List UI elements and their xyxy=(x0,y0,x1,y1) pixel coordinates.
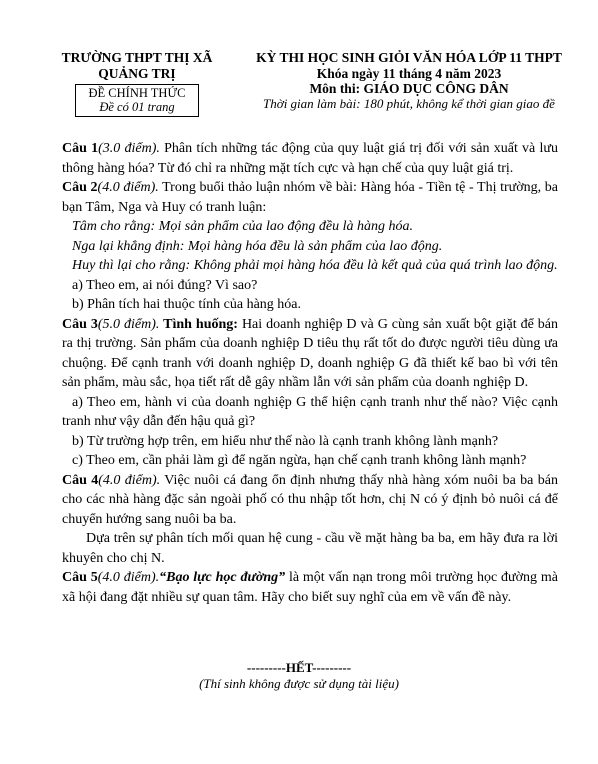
question-3-part-a: a) Theo em, hành vi của doanh nghiệp G thể hiện cạnh tranh như thế nào? Việc cạnh tranh như vậy dẫn đến hậu quả gì? xyxy=(62,394,558,429)
question-2-part-b: b) Phân tích hai thuộc tính của hàng hóa. xyxy=(72,297,301,312)
end-marker: ---------HẾT--------- xyxy=(246,660,352,675)
question-3-part-c: c) Theo em, cần phải làm gì để ngăn ngừa, hạn chế cạnh tranh không lành mạnh? xyxy=(72,453,527,468)
school-name-line1: TRƯỜNG THPT THỊ XÃ xyxy=(61,50,213,65)
question-5-label: Câu 5 xyxy=(62,570,98,585)
exam-title: KỲ THI HỌC SINH GIỎI VĂN HÓA LỚP 11 THPT xyxy=(256,50,562,65)
question-1-text: Phân tích những tác động của quy luật giá trị đối với sản xuất và lưu thông hàng hóa? Từ đó chỉ ra những mặt tích cực và hạn chế của quy luật giá trị. xyxy=(62,141,558,176)
question-2-text: Trong buổi thảo luận nhóm về bài: Hàng hóa - Tiền tệ - Thị trường, ba bạn Tâm, Nga và Huy có tranh luận: xyxy=(62,180,558,215)
question-4-points: (4.0 điểm). xyxy=(98,472,161,488)
question-2-huy: Huy thì lại cho rằng: Không phải mọi hàng hóa đều là kết quả của quá trình lao động. xyxy=(72,258,558,273)
school-name-line2: QUẢNG TRỊ xyxy=(98,66,176,81)
question-3-text: Hai doanh nghiệp D và G cùng sản xuất bột giặt để bán ra thị trường. Sản phẩm của doanh nghiệp D tiêu thụ rất tốt do được người tiêu dùng ưa chuộng. Để cạnh tranh với doanh nghiệp D, doanh nghiệp G đã thiết kế bao bì với tên sản phẩm, màu sắc, họa tiết rất dễ gây nhầm lẫn với sản phẩm của doanh nghiệp D. xyxy=(62,316,558,390)
question-5 xyxy=(62,568,558,607)
official-exam-box xyxy=(75,84,199,117)
question-5-quote: “Bạo lực học đường” xyxy=(159,570,286,585)
exam-subject: Môn thi: GIÁO DỤC CÔNG DÂN xyxy=(309,81,509,96)
official-label: ĐỀ CHÍNH THỨC xyxy=(88,86,186,100)
question-4-text-2: Dựa trên sự phân tích mối quan hệ cung - cầu về mặt hàng ba ba, em hãy đưa ra lời khuyên cho chị N. xyxy=(62,531,558,566)
exam-footer xyxy=(0,660,598,692)
question-3-part-b: b) Từ trường hợp trên, em hiểu như thế nào là cạnh tranh không lành mạnh? xyxy=(72,433,499,449)
question-2-points: (4.0 điểm). xyxy=(97,180,159,195)
question-3-points: (5.0 điểm). xyxy=(97,316,160,332)
question-2-tam: Tâm cho rằng: Mọi sản phẩm của lao động đều là hàng hóa. xyxy=(72,219,414,234)
exam-header xyxy=(236,50,582,111)
question-4 xyxy=(62,471,558,530)
question-2 xyxy=(62,178,558,217)
question-2-nga: Nga lại khẳng định: Mọi hàng hóa đều là sản phẩm của lao động. xyxy=(72,238,443,254)
question-1 xyxy=(62,139,558,178)
school-header xyxy=(46,50,228,117)
question-4-label: Câu 4 xyxy=(62,472,99,488)
question-4-text: Việc nuôi cá đang ổn định nhưng thấy nhà hàng xóm nuôi ba ba bán cho các nhà hàng đặc sản ngoài phố có thu nhập tốt hơn, chị N có ý định bỏ nuôi cá để chuyển hướng sang nuôi ba ba. xyxy=(62,472,558,527)
question-2-part-a: a) Theo em, ai nói đúng? Vì sao? xyxy=(72,277,258,293)
page-count: Đề có 01 trang xyxy=(99,100,175,114)
question-5-text: là một vấn nạn trong môi trường học đường mà xã hội đang đặt nhiều sự quan tâm. Hãy cho biết suy nghĩ của em về vấn đề này. xyxy=(62,570,558,605)
question-3-label: Câu 3 xyxy=(62,316,98,332)
footer-note: (Thí sinh không được sử dụng tài liệu) xyxy=(199,676,399,691)
question-1-label: Câu 1 xyxy=(62,141,99,156)
question-1-points: (3.0 điểm). xyxy=(98,141,160,156)
question-3 xyxy=(62,315,558,393)
exam-duration: Thời gian làm bài: 180 phút, không kể thời gian giao đề xyxy=(263,96,555,111)
question-2-label: Câu 2 xyxy=(62,180,98,195)
exam-date: Khóa ngày 11 tháng 4 năm 2023 xyxy=(316,66,502,81)
question-3-situation: Tình huống: xyxy=(159,316,238,332)
question-5-points: (4.0 điểm). xyxy=(97,570,160,585)
exam-body xyxy=(62,139,558,607)
